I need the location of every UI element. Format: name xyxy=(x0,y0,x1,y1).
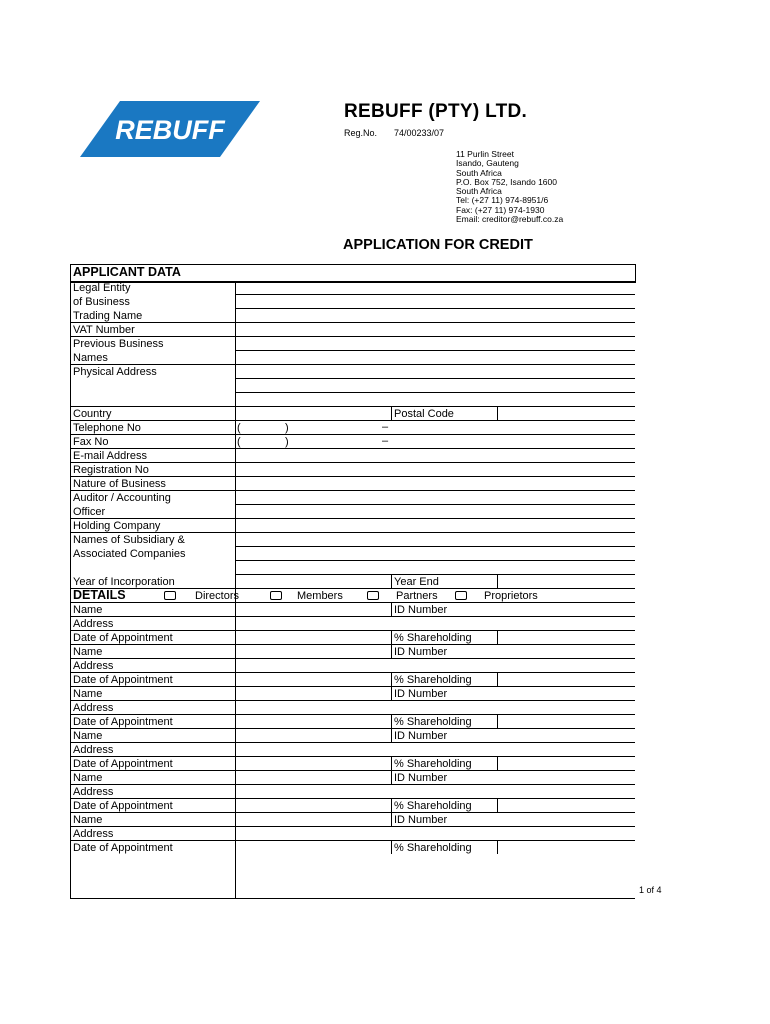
postal-code-box-divider xyxy=(497,406,498,420)
year-end-divider xyxy=(391,574,392,588)
person-id-label: ID Number xyxy=(394,772,448,784)
vat-number-field-line[interactable] xyxy=(70,336,635,337)
person-name-label: Name xyxy=(73,646,103,658)
address-line: Email: creditor@rebuff.co.za xyxy=(456,214,564,225)
fax-label: Fax No xyxy=(73,436,109,448)
person-appointment-field-line[interactable] xyxy=(70,644,635,645)
person-name-label: Name xyxy=(73,814,103,826)
person-shareholding-divider xyxy=(391,714,392,728)
address-line: P.O. Box 752, Isando 1600 xyxy=(456,176,557,187)
person-address-label: Address xyxy=(73,660,114,672)
legal-entity-label-2: of Business xyxy=(73,296,130,308)
person-address-field-line[interactable] xyxy=(70,714,635,715)
person-appointment-label: Date of Appointment xyxy=(73,800,173,812)
fax-dash: – xyxy=(382,435,389,447)
members-checkbox[interactable] xyxy=(270,591,282,600)
person-appointment-field-line[interactable] xyxy=(70,770,635,771)
form-title: APPLICATION FOR CREDIT xyxy=(343,237,533,253)
subsidiary-field-line-2[interactable] xyxy=(235,560,635,561)
person-name-field-line[interactable] xyxy=(70,616,635,617)
postal-code-divider xyxy=(391,406,392,420)
trading-name-field-line[interactable] xyxy=(70,322,635,323)
person-shareholding-label: % Shareholding xyxy=(394,632,472,644)
telephone-label: Telephone No xyxy=(73,422,141,434)
legal-entity-label: Legal Entity xyxy=(73,282,131,294)
address-line: Isando, Gauteng xyxy=(456,158,519,169)
address-line: South Africa xyxy=(456,167,502,178)
person-id-label: ID Number xyxy=(394,730,448,742)
person-appointment-label: Date of Appointment xyxy=(73,632,173,644)
previous-names-label-2: Names xyxy=(73,352,108,364)
previous-names-label: Previous Business xyxy=(73,338,164,350)
applicant-data-heading: APPLICANT DATA xyxy=(73,265,181,279)
details-heading-underline xyxy=(70,602,635,603)
proprietors-option-label: Proprietors xyxy=(484,590,538,602)
auditor-field-line-2[interactable] xyxy=(70,518,635,519)
person-name-field-line[interactable] xyxy=(70,742,635,743)
person-address-field-line[interactable] xyxy=(70,672,635,673)
subsidiary-field-line[interactable] xyxy=(235,546,635,547)
person-shareholding-label: % Shareholding xyxy=(394,674,472,686)
person-address-field-line[interactable] xyxy=(70,840,635,841)
company-address xyxy=(456,150,563,224)
physical-address-field-line-3[interactable] xyxy=(70,406,635,407)
physical-address-label: Physical Address xyxy=(73,366,157,378)
address-line: Fax: (+27 11) 974-1930 xyxy=(456,204,545,215)
person-id-label: ID Number xyxy=(394,604,448,616)
country-field-line[interactable] xyxy=(70,420,635,421)
person-id-divider xyxy=(391,644,392,658)
address-line: 11 Purlin Street xyxy=(456,149,514,159)
person-shareholding-box-divider xyxy=(497,756,498,770)
person-address-label: Address xyxy=(73,618,114,630)
person-id-divider xyxy=(391,770,392,784)
form-bottom-border xyxy=(70,898,635,899)
person-address-label: Address xyxy=(73,786,114,798)
tel-paren-open: ( xyxy=(237,422,241,434)
person-appointment-field-line[interactable] xyxy=(70,812,635,813)
person-name-field-line[interactable] xyxy=(70,658,635,659)
person-shareholding-label: % Shareholding xyxy=(394,842,472,854)
person-shareholding-box-divider xyxy=(497,840,498,854)
legal-entity-field-line[interactable] xyxy=(235,294,635,295)
person-address-label: Address xyxy=(73,828,114,840)
holding-field-line[interactable] xyxy=(70,532,635,533)
person-address-label: Address xyxy=(73,702,114,714)
person-shareholding-box-divider xyxy=(497,798,498,812)
person-appointment-label: Date of Appointment xyxy=(73,758,173,770)
reg-no-label: Reg.No. xyxy=(344,128,378,138)
registration-label: Registration No xyxy=(73,464,149,476)
person-name-field-line[interactable] xyxy=(70,700,635,701)
physical-address-field-line[interactable] xyxy=(235,378,635,379)
fax-paren-open: ( xyxy=(237,436,241,448)
nature-of-business-label: Nature of Business xyxy=(73,478,166,490)
year-of-incorporation-label: Year of Incorporation xyxy=(73,576,175,588)
person-shareholding-label: % Shareholding xyxy=(394,716,472,728)
person-name-label: Name xyxy=(73,730,103,742)
auditor-label: Auditor / Accounting xyxy=(73,492,171,504)
members-option-label: Members xyxy=(297,590,343,602)
previous-names-field-line[interactable] xyxy=(235,350,635,351)
auditor-label-2: Officer xyxy=(73,506,106,518)
person-shareholding-divider xyxy=(391,630,392,644)
tel-paren-close: ) xyxy=(285,422,289,434)
company-name: REBUFF (PTY) LTD. xyxy=(344,101,528,122)
person-address-label: Address xyxy=(73,744,114,756)
person-appointment-label: Date of Appointment xyxy=(73,842,173,854)
person-appointment-label: Date of Appointment xyxy=(73,674,173,686)
year-end-label: Year End xyxy=(394,576,439,588)
country-label: Country xyxy=(73,408,112,420)
person-address-field-line[interactable] xyxy=(70,756,635,757)
physical-address-field-line-2[interactable] xyxy=(235,392,635,393)
person-shareholding-box-divider xyxy=(497,672,498,686)
subsidiary-field-line-3[interactable] xyxy=(235,574,635,575)
proprietors-checkbox[interactable] xyxy=(455,591,467,600)
person-appointment-label: Date of Appointment xyxy=(73,716,173,728)
page-number: 1 of 4 xyxy=(639,885,662,895)
address-line: Tel: (+27 11) 974-8951/6 xyxy=(456,195,549,206)
person-id-label: ID Number xyxy=(394,688,448,700)
person-name-field-line[interactable] xyxy=(70,826,635,827)
year-end-box-divider xyxy=(497,574,498,588)
form-left-border xyxy=(70,281,71,899)
registration-field-line[interactable] xyxy=(70,476,635,477)
directors-checkbox[interactable] xyxy=(164,591,176,600)
person-id-divider xyxy=(391,728,392,742)
person-shareholding-divider xyxy=(391,798,392,812)
legal-entity-field-line-2[interactable] xyxy=(235,308,635,309)
person-id-label: ID Number xyxy=(394,814,448,826)
person-shareholding-box-divider xyxy=(497,630,498,644)
person-shareholding-label: % Shareholding xyxy=(394,758,472,770)
subsidiary-label: Names of Subsidiary & xyxy=(73,534,185,546)
address-line: South Africa xyxy=(456,186,502,197)
person-name-label: Name xyxy=(73,604,103,616)
vat-number-label: VAT Number xyxy=(73,324,135,336)
person-address-field-line[interactable] xyxy=(70,798,635,799)
previous-names-field-line-2[interactable] xyxy=(70,364,635,365)
postal-code-label: Postal Code xyxy=(394,408,454,420)
rebuff-logo xyxy=(80,101,260,157)
partners-checkbox[interactable] xyxy=(367,591,379,600)
person-id-label: ID Number xyxy=(394,646,448,658)
directors-option-label: Directors xyxy=(195,590,240,602)
person-appointment-field-line[interactable] xyxy=(70,686,635,687)
year-field-line[interactable] xyxy=(70,588,635,589)
fax-field-line[interactable] xyxy=(70,448,635,449)
reg-no-value: 74/00233/07 xyxy=(394,128,445,138)
email-label: E-mail Address xyxy=(73,450,147,462)
partners-option-label: Partners xyxy=(396,590,438,602)
person-shareholding-label: % Shareholding xyxy=(394,800,472,812)
person-name-field-line[interactable] xyxy=(70,784,635,785)
auditor-field-line[interactable] xyxy=(235,504,635,505)
person-appointment-field-line[interactable] xyxy=(70,728,635,729)
person-shareholding-divider xyxy=(391,756,392,770)
person-id-divider xyxy=(391,686,392,700)
person-shareholding-box-divider xyxy=(497,714,498,728)
telephone-field-line[interactable] xyxy=(70,434,635,435)
person-id-divider xyxy=(391,812,392,826)
fax-paren-close: ) xyxy=(285,436,289,448)
person-name-label: Name xyxy=(73,772,103,784)
tel-dash: – xyxy=(382,421,389,433)
holding-company-label: Holding Company xyxy=(73,520,161,532)
person-shareholding-divider xyxy=(391,840,392,854)
email-field-line[interactable] xyxy=(70,462,635,463)
trading-name-label: Trading Name xyxy=(73,310,143,322)
person-address-field-line[interactable] xyxy=(70,630,635,631)
person-shareholding-divider xyxy=(391,672,392,686)
logo-text: REBUFF xyxy=(115,115,225,145)
nature-field-line[interactable] xyxy=(70,490,635,491)
person-id-divider xyxy=(391,602,392,616)
person-name-label: Name xyxy=(73,688,103,700)
subsidiary-label-2: Associated Companies xyxy=(73,548,186,560)
details-heading: DETAILS xyxy=(73,588,126,602)
